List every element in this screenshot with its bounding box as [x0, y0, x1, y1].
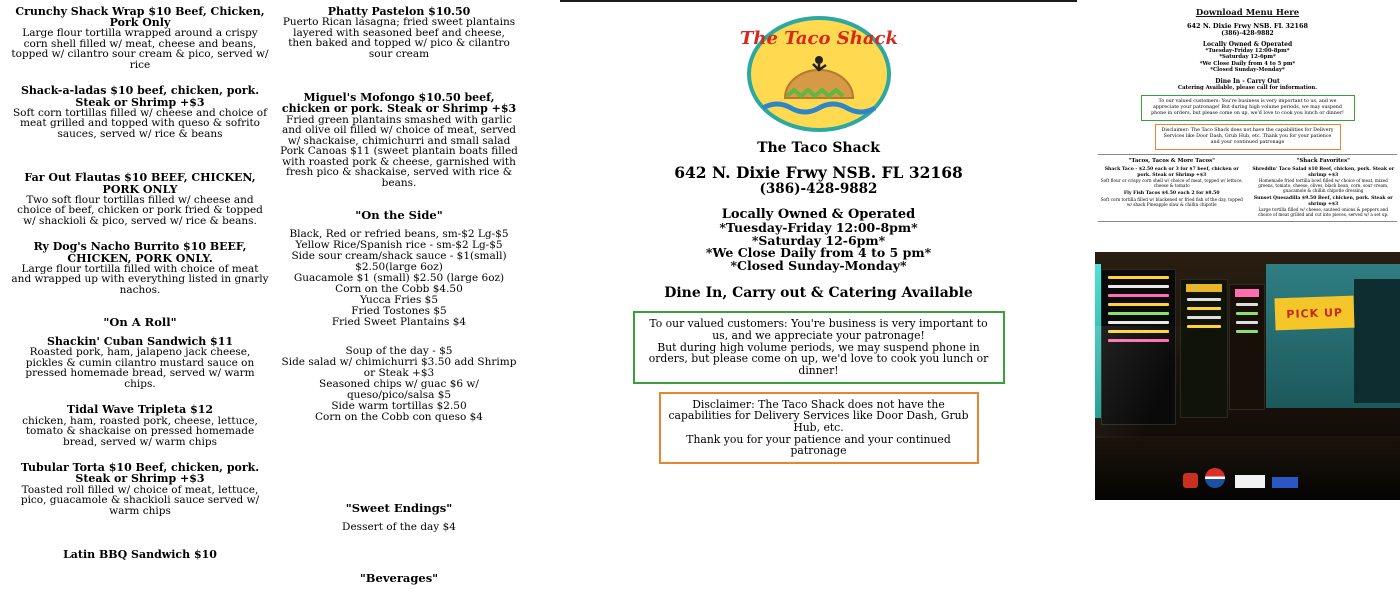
menu-item-desc: chicken, ham, roasted pork, cheese, lettuce, tomato & shackaise on pressed homemade bread, served w/ warm chips: [22, 414, 258, 448]
dine-in-line: Dine In, Carry out & Catering Available: [664, 285, 973, 302]
menu-item-title: Latin BBQ Sandwich $10: [63, 548, 217, 562]
menu-item-title: Far Out Flautas $10 BEEF, CHICKEN, PORK ONLY: [24, 171, 256, 196]
disclaimer-text: Thank you for your patience and your continued patronage: [686, 432, 951, 458]
mini-dine-line: Dine In - Carry Out: [1215, 78, 1280, 86]
section-header-on-a-roll: "On A Roll": [103, 315, 177, 330]
menu-line: Dessert of the day $4: [342, 521, 456, 534]
counter: [1095, 436, 1400, 500]
mini-column-favorites: [1252, 157, 1396, 217]
center-panel: [560, 0, 1077, 502]
mini-hours-line: *We Close Daily from 4 to 5 pm*: [1199, 60, 1296, 67]
mini-item-desc: Soft corn tortilla filled w/ blackened or fried fish of the day, topped w/ shack Pineapple slaw & chillin chipotle: [1100, 196, 1243, 207]
menu-item-title: Shackin' Cuban Sandwich $11: [46, 335, 234, 349]
section-header-beverages: "Beverages": [359, 571, 439, 586]
mini-hours-line: *Tuesday-Friday 12:00-8pm*: [1205, 48, 1290, 54]
mini-item-desc: Homemade fried tortilla bowl filled w/ choice of meat, mixed greens, tomato, cheese, olives, black bean, corn, sour cream, guacamole & chillin chipotle dressing: [1258, 178, 1389, 194]
phone-number: (386)-428-9882: [759, 181, 878, 198]
menu-item-title: Phatty Pastelon $10.50: [327, 5, 471, 18]
divider: [1098, 154, 1397, 155]
menu-item-title: Shack-a-ladas $10 beef, chicken, pork. Steak or Shrimp +$3: [20, 84, 260, 109]
mini-menu-columns: [1095, 157, 1400, 217]
pickup-sign: PICK UP: [1274, 295, 1354, 330]
menu-line: Fried Sweet Plantains $4: [331, 316, 467, 329]
menu-item: [10, 549, 270, 560]
page-title: The Taco Shack: [757, 140, 880, 156]
mini-section-header: "Shack Favorites": [1296, 158, 1350, 165]
menu-line: Fried Tostones $5: [351, 305, 447, 318]
menu-item: [280, 6, 518, 59]
hours-line: *Closed Sunday-Monday*: [730, 257, 907, 273]
menu-column-1: [10, 6, 270, 575]
menu-item: [10, 6, 270, 70]
menu-item-desc: Large flour tortilla wrapped around a crispy corn shell filled w/ meat, cheese and beans, topped w/ cilantro sour cream & pico, served w/ rice: [11, 27, 269, 71]
menu-line: Yucca Fries $5: [359, 294, 439, 307]
menu-item: [10, 404, 270, 447]
menu-item: [10, 172, 270, 226]
menu-item-title: Miguel's Mofongo $10.50 beef, chicken or pork. Steak or Shrimp +$3: [281, 91, 517, 116]
download-menu-link[interactable]: Download Menu Here: [1195, 8, 1300, 18]
menu-line: Corn on the Cobb con queso $4: [315, 411, 483, 424]
taco-shack-logo: [733, 10, 905, 136]
mini-item-title: Shreddin' Taco Salad $10 Beef, chicken, pork. Steak or shrimp +$3: [1252, 167, 1395, 178]
notice-text: To our valued customers: You're business is very important to us, and we appreciate your patronage!: [649, 317, 988, 342]
menu-item-desc: Puerto Rican lasagna; fried sweet plantains layered with seasoned beef and cheese, then baked and topped w/ pico & cilantro sour cream: [282, 16, 516, 60]
glass-reflection: [1095, 326, 1263, 438]
storefront-photo: [1095, 252, 1400, 500]
mini-owned-line: Locally Owned & Operated: [1202, 41, 1293, 48]
mini-section-header: "Tacos, Tacos & More Tacos": [1128, 158, 1215, 165]
mini-disclaimer-box: Disclaimer: The Taco Shack does not have the capabilities for Delivery Services like Door Dash, Grub Hub, etc. Thank you for your patience and your continued patronage: [1155, 124, 1341, 150]
menu-line: Side warm tortillas $2.50: [331, 400, 467, 413]
menu-line: Soup of the day - $5: [345, 345, 453, 358]
menu-preview-panel: [1095, 0, 1400, 250]
menu-item-desc: Two soft flour tortillas filled w/ cheese and choice of beef, chicken or pork fried & topped w/ shackioli & pico, served w/ rice & beans.: [17, 193, 263, 227]
hours-line: *We Close Daily from 4 to 5 pm*: [705, 245, 932, 261]
menu-line: Corn on the Cobb $4.50: [335, 283, 463, 296]
logo-text: The Taco Shack: [739, 28, 898, 49]
owned-line: Locally Owned & Operated: [721, 207, 916, 223]
section-header-on-the-side: "On the Side": [355, 208, 443, 223]
menu-item: [280, 92, 518, 188]
menu-item: [10, 241, 270, 295]
sticker-badge: [1205, 468, 1225, 488]
mini-item-title: Sunset Quesadilla $9.50 Beef, chicken, pork. Steak or shrimp +$3: [1253, 196, 1393, 207]
menu-line: Guacamole $1 (small) $2.50 (large 6oz): [293, 272, 505, 285]
menu-item: [10, 85, 270, 139]
mini-catering-line: Catering Available, please call for information.: [1177, 85, 1318, 92]
address: 642 N. Dixie Frwy NSB. FL 32168: [674, 163, 963, 182]
mini-address: 642 N. Dixie Frwy NSB. FL 32168: [1186, 22, 1308, 30]
menu-line: Seasoned chips w/ guac $6 w/ queso/pico/salsa $5: [319, 378, 479, 402]
menu-item-desc: Soft corn tortillas filled w/ cheese and choice of meat grilled and topped with queso & sofrito sauces, served w/ rice & beans: [12, 106, 268, 140]
mini-hours-line: *Closed Sunday-Monday*: [1210, 67, 1285, 74]
menu-column-2: [280, 6, 518, 592]
menu-item-desc: Fried green plantains smashed with garlic and olive oil filled w/ choice of meat, served w/ shackaise, chimichurri and small salad Pork Canoas $11 (sweet plantain boats filled with roasted pork & cheese, garnished with fresh pico & shackaise, served with rice & beans.: [280, 113, 518, 189]
menu-item-desc: Toasted roll filled w/ choice of meat, lettuce, pico, guacamole & shackioli sauce served w/ warm chips: [20, 483, 260, 517]
doorway: [1354, 279, 1400, 403]
divider: [1098, 221, 1397, 222]
menu-item-desc: Roasted pork, ham, jalapeno jack cheese, pickles & cumin cilantro mustard sauce on pressed homemade bread, served w/ warm chips.: [25, 346, 255, 390]
mini-item-desc: Large tortilla filled w/ cheese, sauteed onions & peppers and choice of meat grilled and cut into pieces, served w/ a set up.: [1257, 207, 1389, 218]
notice-text: But during high volume periods, we may suspend phone in orders, but please come on up, we'd love to cook you lunch or dinner!: [648, 340, 989, 377]
menu-item-title: Crunchy Shack Wrap $10 Beef, Chicken, Pork Only: [15, 5, 265, 30]
menu-line: Side sour cream/shack sauce - $1(small) $2.50(large 6oz): [291, 250, 507, 274]
hours-line: *Saturday 12-6pm*: [751, 232, 886, 248]
sticker-badge: [1183, 473, 1198, 488]
hours-line: *Tuesday-Friday 12:00-8pm*: [719, 220, 918, 236]
mini-item-desc: Soft flour or crispy corn shell w/ choice of meat, topped w/ lettuce, cheese & tomato: [1100, 178, 1243, 189]
mini-customer-notice-box: To our valued customers: You're business is very important to us, and we appreciate your patronage! But during high volume periods, we may suspend phone in orders, but please come on up, we'd love to cook you lunch or dinner!: [1141, 95, 1355, 121]
menu-line: Black, Red or refried beans, sm-$2 Lg-$5: [289, 228, 509, 241]
menu-item: [10, 336, 270, 389]
mini-hours-line: *Saturday 12-6pm*: [1219, 54, 1276, 61]
surfer-icon: [815, 56, 823, 64]
menu-item-desc: Large flour tortilla filled with choice of meat and wrapped up with everything listed in gnarly nachos.: [11, 262, 269, 296]
section-header-sweet-endings: "Sweet Endings": [345, 501, 453, 516]
mini-phone: (386)-428-9882: [1221, 30, 1274, 37]
disclaimer-text: Disclaimer: The Taco Shack does not have the capabilities for Delivery Services like Door Dash, Grub Hub, etc.: [668, 397, 969, 434]
menu-item: [10, 462, 270, 516]
mini-item-title: Shack Taco - $2.50 each or 3 for $7 beef, chicken or pork. Steak or Shrimp +$3: [1104, 167, 1239, 178]
menu-line: Yellow Rice/Spanish rice - sm-$2 Lg-$5: [295, 239, 503, 252]
delivery-disclaimer-box: [659, 392, 979, 464]
menu-item-title: Ry Dog's Nacho Burrito $10 BEEF, CHICKEN, PORK ONLY.: [33, 240, 247, 265]
sticker-badge: [1272, 477, 1298, 488]
menu-item-title: Tidal Wave Tripleta $12: [66, 403, 214, 417]
menu-line: Side salad w/ chimichurri $3.50 add Shrimp or Steak +$3: [281, 356, 517, 380]
mini-column-tacos: [1100, 157, 1244, 217]
menu-item-title: Tubular Torta $10 Beef, chicken, pork. Steak or Shrimp +$3: [20, 461, 260, 486]
mini-item-title: Fly Fish Tacos $4.50 each 2 for $8.50: [1123, 191, 1220, 197]
customer-notice-box: [633, 311, 1005, 383]
sticker-badge: [1235, 475, 1265, 488]
